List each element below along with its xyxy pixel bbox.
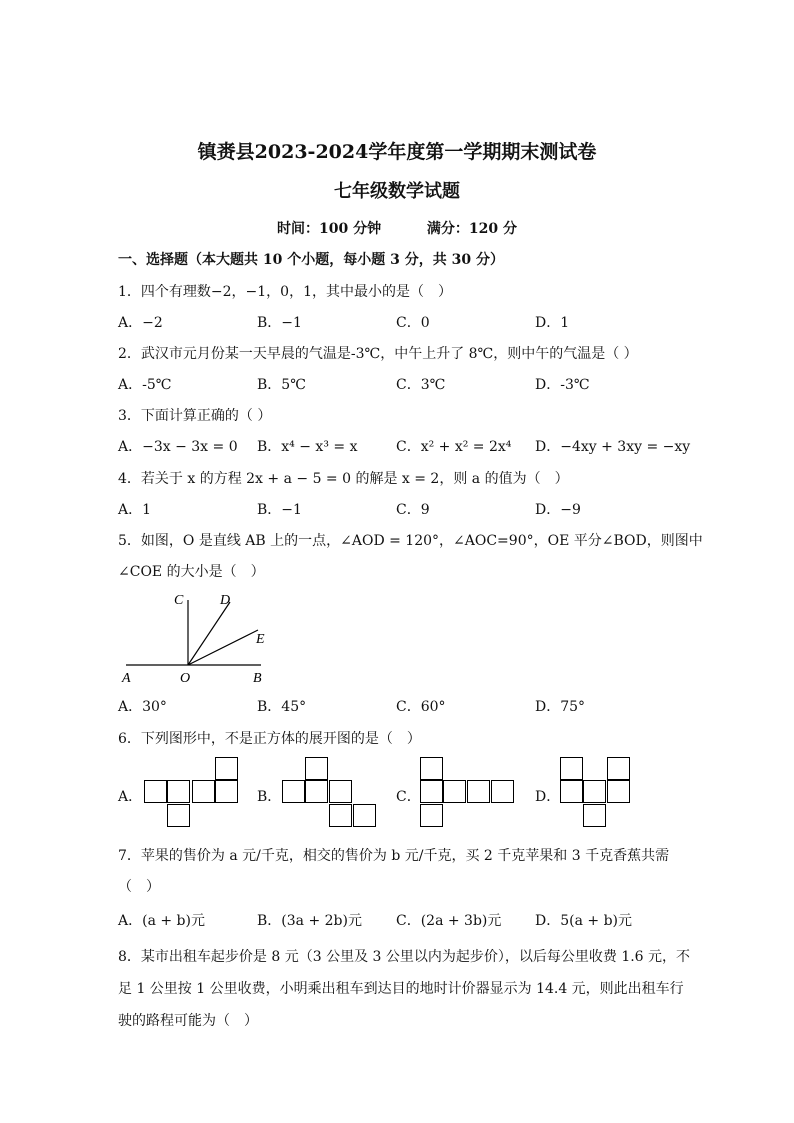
q7-option-a: A．(a + b)元 [118,913,205,929]
q8-line3: 驶的路程可能为（ ） [118,1013,258,1029]
ray-oe [188,630,258,665]
q1-option-c: C．0 [396,315,430,331]
q7-option-c: C．(2a + 3b)元 [396,913,502,929]
label-c: C [174,593,184,608]
section-heading-choice: 一、选择题（本大题共 10 个小题，每小题 3 分，共 30 分） [118,252,504,268]
q1-option-d: D．1 [535,315,570,331]
q8-line2: 足 1 公里按 1 公里收费，小明乘出租车到达目的地时计价器显示为 14.4 元，则此出租车行 [118,981,684,997]
q4-option-a: A．1 [118,502,152,518]
q3-option-c: C．x² + x² = 2x⁴ [396,439,512,455]
q6-option-d: D． [535,789,561,805]
q1-option-a: A．−2 [118,315,163,331]
exam-info [0,218,794,238]
q3-stem: 3．下面计算正确的（ ） [118,408,272,424]
q2-option-c: C．3℃ [396,377,446,393]
q6-option-a: A． [118,789,143,805]
q8-line1: 8．某市出租车起步价是 8 元（3 公里及 3 公里以内为起步价），以后每公里收费 1.6 元，不 [118,949,691,965]
q4-option-d: D．−9 [535,502,581,518]
q6-stem: 6．下列图形中，不是正方体的展开图的是（ ） [118,731,421,747]
q2-stem: 2．武汉市元月份某一天早晨的气温是-3℃，中午上升了 8℃，则中午的气温是（ ） [118,346,638,362]
q1-option-b: B．−1 [257,315,302,331]
q7-option-d: D．5(a + b)元 [535,913,632,929]
exam-time: 时间：100 分钟 [277,221,382,237]
q3-option-d: D．−4xy + 3xy = −xy [535,439,691,455]
q3-option-a: A．−3x − 3x = 0 [118,439,238,455]
q7-stem-line1: 7．苹果的售价为 a 元/千克，相交的售价为 b 元/千克，买 2 千克苹果和 3 千克香蕉共需 [118,848,670,864]
q5-angle-figure [118,586,278,686]
label-e: E [256,632,265,647]
q4-option-b: B．−1 [257,502,302,518]
q6-option-b: B． [257,789,282,805]
q5-option-b: B．45° [257,699,307,715]
q3-option-b: B．x⁴ − x³ = x [257,439,358,455]
q4-option-c: C．9 [396,502,430,518]
ray-od [188,602,230,665]
q4-stem: 4．若关于 x 的方程 2x + a − 5 = 0 的解是 x = 2，则 a 的值为（ ） [118,471,569,487]
q2-option-b: B．5℃ [257,377,306,393]
q6-option-c: C． [396,789,421,805]
label-d: D [220,593,231,608]
q5-option-d: D．75° [535,699,586,715]
q1-stem: 1．四个有理数−2，−1，0，1，其中最小的是（ ） [118,284,452,300]
label-b: B [253,671,262,686]
q2-option-d: D．-3℃ [535,377,590,393]
q5-option-a: A．30° [118,699,167,715]
exam-score: 满分：120 分 [426,221,517,237]
q5-stem-line1: 5．如图，O 是直线 AB 上的一点，∠AOD = 120°，∠AOC=90°，OE 平分∠BOD，则图中 [118,533,703,549]
label-a: A [122,671,131,686]
q2-option-a: A．-5℃ [118,377,172,393]
q5-option-c: C．60° [396,699,446,715]
q7-option-b: B．(3a + 2b)元 [257,913,362,929]
q5-stem-line2: ∠COE 的大小是（ ） [118,564,265,580]
label-o: O [180,671,191,686]
exam-subtitle: 七年级数学试题 [334,181,460,202]
q7-stem-line2: （ ） [118,879,160,895]
exam-title: 镇赉县2023-2024学年度第一学期期末测试卷 [197,141,597,163]
